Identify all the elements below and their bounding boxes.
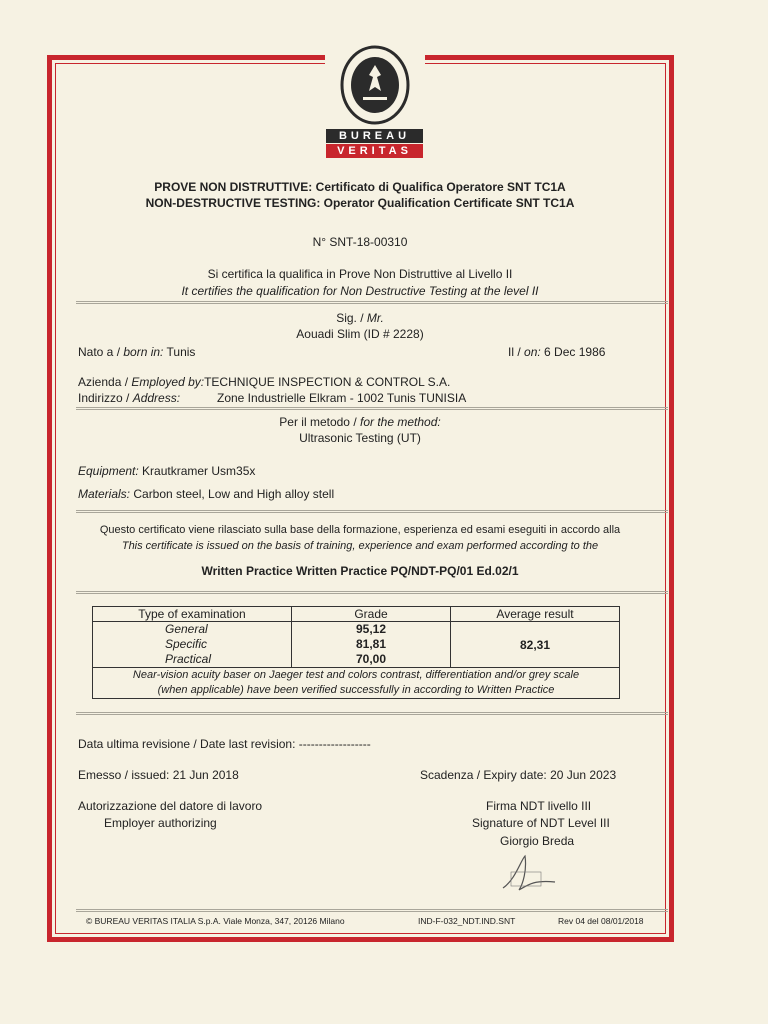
level-italian: Si certifica la qualifica in Prove Non Distruttive al Livello II bbox=[207, 267, 513, 281]
vision-note: Near-vision acuity baser on Jaeger test and colors contrast, differentiation and/or grey scale (when applicable) have been verified successfully in according to Written Practice bbox=[93, 668, 620, 699]
title-italian: PROVE NON DISTRUTTIVE: Certificato di Qualifica Operatore SNT TC1A bbox=[154, 180, 566, 194]
birthdate: Il / on: 6 Dec 1986 bbox=[508, 345, 606, 359]
materials: Materials: Carbon steel, Low and High alloy stell bbox=[78, 487, 335, 501]
header-grade: Grade bbox=[292, 607, 451, 622]
issued-date: Emesso / issued: 21 Jun 2018 bbox=[78, 768, 239, 782]
divider bbox=[76, 909, 668, 912]
written-practice: Written Practice Written Practice PQ/NDT-PQ/01 Ed.02/1 bbox=[201, 564, 519, 578]
grades-table bbox=[92, 606, 620, 699]
birthplace: Nato a / born in: Tunis bbox=[78, 345, 196, 359]
exam-types: General Specific Practical bbox=[93, 622, 292, 668]
method-label: Per il metodo / for the method: bbox=[279, 415, 441, 429]
table-header-row bbox=[93, 607, 620, 622]
signature-label-italian: Firma NDT livello III bbox=[486, 799, 592, 813]
equipment: Equipment: Krautkramer Usm35x bbox=[78, 464, 256, 478]
divider bbox=[76, 510, 668, 513]
divider bbox=[76, 301, 668, 304]
signatory-name: Giorgio Breda bbox=[500, 834, 575, 848]
exam-grades: 95,12 81,81 70,00 bbox=[292, 622, 451, 668]
divider bbox=[76, 712, 668, 715]
signature-label-english: Signature of NDT Level III bbox=[472, 816, 610, 830]
footer-revision: Rev 04 del 08/01/2018 bbox=[558, 916, 644, 926]
basis-italian: Questo certificato viene rilasciato sulla base della formazione, esperienza ed esami eseguiti in accordo alla bbox=[99, 524, 621, 536]
table-row bbox=[93, 622, 620, 668]
header-type: Type of examination bbox=[93, 607, 292, 622]
brand-word-veritas: VERITAS bbox=[326, 144, 423, 158]
employer-auth-english: Employer authorizing bbox=[104, 816, 217, 830]
bureau-veritas-seal-icon bbox=[340, 45, 410, 129]
employer-auth-italian: Autorizzazione del datore di lavoro bbox=[78, 799, 263, 813]
divider bbox=[76, 591, 668, 594]
certificate-number: N° SNT-18-00310 bbox=[312, 235, 408, 249]
last-revision: Data ultima revisione / Date last revision: ------------------ bbox=[78, 737, 371, 751]
expiry-date: Scadenza / Expiry date: 20 Jun 2023 bbox=[420, 768, 617, 782]
header-average: Average result bbox=[451, 607, 620, 622]
average-result: 82,31 bbox=[451, 622, 620, 668]
footer-doc-code: IND-F-032_NDT.IND.SNT bbox=[418, 916, 516, 926]
holder-name: Aouadi Slim (ID # 2228) bbox=[296, 327, 424, 341]
method-value: Ultrasonic Testing (UT) bbox=[299, 431, 421, 445]
level-english: It certifies the qualification for Non Destructive Testing at the level II bbox=[181, 284, 539, 298]
footer-company: © BUREAU VERITAS ITALIA S.p.A. Viale Monza, 347, 20126 Milano bbox=[86, 916, 345, 926]
basis-english: This certificate is issued on the basis of training, experience and exam performed according to the bbox=[121, 540, 599, 552]
divider bbox=[76, 407, 668, 410]
handwritten-signature-icon bbox=[495, 850, 565, 898]
salutation: Sig. / Mr. bbox=[336, 311, 384, 325]
title-english: NON-DESTRUCTIVE TESTING: Operator Qualification Certificate SNT TC1A bbox=[145, 196, 575, 210]
employer: Azienda / Employed by:TECHNIQUE INSPECTION & CONTROL S.A. bbox=[78, 375, 451, 389]
table-note-row bbox=[93, 668, 620, 699]
address-value: Zone Industrielle Elkram - 1002 Tunis TUNISIA bbox=[217, 391, 467, 405]
brand-word-bureau: BUREAU bbox=[326, 129, 423, 143]
address-label: Indirizzo / Address: bbox=[78, 391, 181, 405]
